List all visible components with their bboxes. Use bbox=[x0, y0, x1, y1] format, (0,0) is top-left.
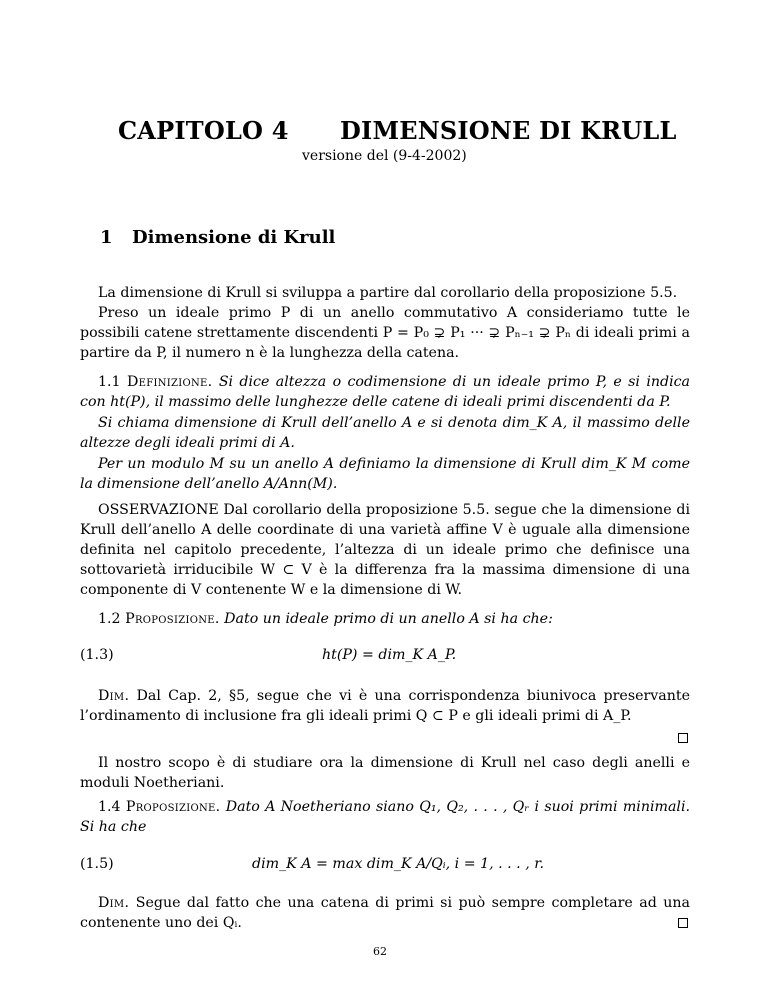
equation-1-5: dim_K A = max dim_K A/Qᵢ, i = 1, . . . , r. bbox=[252, 856, 544, 872]
definition-1-1 bbox=[80, 372, 690, 412]
proof-text: Dal Cap. 2, §5, segue che vi è una corrispondenza biunivoca preservante l’ordinamento di inclusione fra gli ideali primi Q ⊂ P e gli ideali primi di A_P. bbox=[80, 688, 690, 724]
qed-square-icon bbox=[678, 918, 688, 928]
definition-number: 1.1 bbox=[98, 374, 121, 390]
qed-square-icon bbox=[678, 733, 688, 743]
scope-paragraph: Il nostro scopo è di studiare ora la dimensione di Krull nel caso degli anelli e moduli Noetheriani. bbox=[80, 755, 690, 791]
definition-text-1: Si dice altezza o codimensione di un ideale primo P, e si indica con ht(P), il massimo delle lunghezze delle catene di ideali primi discendenti da P. bbox=[80, 374, 691, 410]
chapter-label: CAPITOLO 4 bbox=[118, 116, 289, 145]
equation-number-1-5: (1.5) bbox=[80, 856, 114, 872]
proposition-text: Dato un ideale primo di un anello A si ha che: bbox=[224, 611, 553, 627]
page-number: 62 bbox=[373, 945, 387, 958]
proposition-1-4 bbox=[80, 797, 690, 837]
proof-heading: Dim. bbox=[98, 688, 130, 704]
section-title: Dimensione di Krull bbox=[132, 227, 336, 248]
proof-2 bbox=[80, 893, 690, 933]
proposition-1-2 bbox=[80, 609, 690, 629]
proposition-number: 1.2 bbox=[98, 611, 121, 627]
equation-number-1-3: (1.3) bbox=[80, 647, 114, 663]
observation-paragraph: OSSERVAZIONE Dal corollario della proposizione 5.5. segue che la dimensione di Krull dell’anello A delle coordinate di una varietà affine V è uguale alla dimensione definita nel capitolo precedente, l’altezza di un ideale primo che definisce una sottovarietà irriducibile W ⊂ V è la differenza fra la massima dimensione di una componente di V contenente W e la dimensione di W. bbox=[80, 502, 690, 598]
proposition-text: Dato A Noetheriano siano Q₁, Q₂, . . . , Qᵣ i suoi primi minimali. Si ha che bbox=[80, 799, 690, 835]
section-number: 1 bbox=[100, 227, 113, 248]
definition-text-3: Per un modulo M su un anello A definiamo la dimensione di Krull dim_K M come la dimensione dell’anello A/Ann(M). bbox=[80, 456, 690, 492]
chapter-title: DIMENSIONE DI KRULL bbox=[340, 116, 677, 145]
intro-paragraph-2: Preso un ideale primo P di un anello commutativo A consideriamo tutte le possibili catene strettamente discendenti P = P₀ ⊋ P₁ ··· ⊋ Pₙ₋₁ ⊋ Pₙ di ideali primi a partire da P, il numero n è la lunghezza della catena. bbox=[80, 305, 690, 361]
proof-1 bbox=[80, 686, 690, 726]
proposition-heading: Proposizione. bbox=[125, 611, 220, 627]
definition-heading: Definizione. bbox=[126, 374, 213, 390]
version-date: versione del (9-4-2002) bbox=[302, 148, 467, 164]
proof-text: Segue dal fatto che una catena di primi si può sempre completare ad una contenente uno dei Qᵢ. bbox=[80, 895, 691, 931]
proposition-heading: Proposizione. bbox=[125, 799, 221, 815]
intro-paragraph-1: La dimensione di Krull si sviluppa a partire dal corollario della proposizione 5.5. bbox=[98, 285, 678, 301]
proposition-number: 1.4 bbox=[98, 799, 121, 815]
definition-text-2: Si chiama dimensione di Krull dell’anello A e si denota dim_K A, il massimo delle altezze degli ideali primi di A. bbox=[80, 415, 690, 451]
equation-1-3: ht(P) = dim_K A_P. bbox=[322, 647, 457, 663]
proof-heading: Dim. bbox=[98, 895, 130, 911]
